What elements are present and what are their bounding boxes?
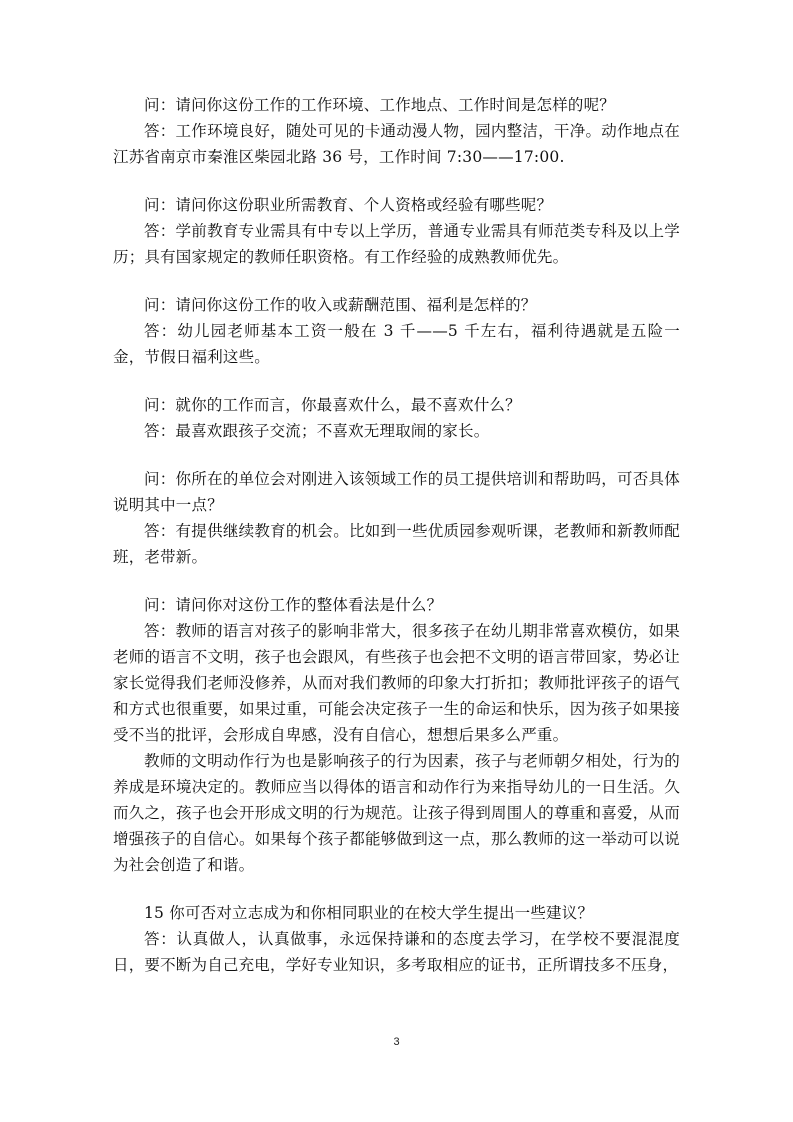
question-paragraph: 问：请问你对这份工作的整体看法是什么？ [144,596,443,614]
question-paragraph: 问：就你的工作而言，你最喜欢什么，最不喜欢什么？ [144,396,521,414]
answer-paragraph: 教师的文明动作行为也是影响孩子的行为因素，孩子与老师朝夕相处，行为的养成是环境决定的。教师应当以得体的语言和动作行为来指导幼儿的一日生活。久而久之，孩子也会开形成文明的行为规范。让孩子得到周围人的尊重和喜爱，从而增强孩子的自信心。如果每个孩子都能够做到这一点，那么教师的这一举动可以说为社会创造了和谐。 [113,752,680,874]
answer-paragraph: 答：学前教育专业需具有中专以上学历，普通专业需具有师范类专科及以上学历；具有国家规定的教师任职资格。有工作经验的成熟教师优先。 [113,222,680,266]
answer-paragraph: 答：教师的语言对孩子的影响非常大，很多孩子在幼儿期非常喜欢模仿，如果老师的语言不文明，孩子也会跟风，有些孩子也会把不文明的语言带回家，势必让家长觉得我们老师没修养，从而对我们教师的印象大打折扣；教师批评孩子的语气和方式也很重要，如果过重，可能会决定孩子一生的命运和快乐，因为孩子如果接受不当的批评，会形成自卑感，没有自信心，想想后果多么严重。 [113,622,680,744]
question-paragraph: 问：请问你这份职业所需教育、个人资格或经验有哪些呢？ [144,196,553,214]
document-body [113,92,680,1000]
page-number: 3 [393,1036,400,1048]
qa-section-likes-dislikes [113,392,680,444]
question-paragraph: 问：请问你这份工作的工作环境、工作地点、工作时间是怎样的呢？ [144,96,616,114]
answer-paragraph: 答：幼儿园老师基本工资一般在 3 千——5 千左右，福利待遇就是五险一金，节假日福利这些。 [113,322,680,366]
qa-section-advice [113,900,680,978]
qa-section-salary [113,292,680,370]
question-paragraph: 15 你可否对立志成为和你相同职业的在校大学生提出一些建议？ [144,904,594,922]
qa-section-requirements [113,192,680,270]
qa-section-training [113,466,680,570]
question-paragraph: 问：请问你这份工作的收入或薪酬范围、福利是怎样的？ [144,296,537,314]
question-paragraph: 问：你所在的单位会对刚进入该领域工作的员工提供培训和帮助吗，可否具体说明其中一点？ [113,470,680,514]
answer-paragraph: 答：有提供继续教育的机会。比如到一些优质园参观听课，老教师和新教师配班，老带新。 [113,522,680,566]
qa-section-overall-view [113,592,680,878]
answer-paragraph: 答：工作环境良好，随处可见的卡通动漫人物，园内整洁，干净。动作地点在江苏省南京市秦淮区柴园北路 36 号，工作时间 7:30——17:00. [113,122,680,166]
answer-paragraph: 答：认真做人，认真做事，永远保持谦和的态度去学习，在学校不要混混度日，要不断为自己充电，学好专业知识，多考取相应的证书，正所谓技多不压身， [113,930,680,974]
answer-paragraph: 答：最喜欢跟孩子交流；不喜欢无理取闹的家长。 [144,422,490,440]
qa-section-work-environment [113,92,680,170]
